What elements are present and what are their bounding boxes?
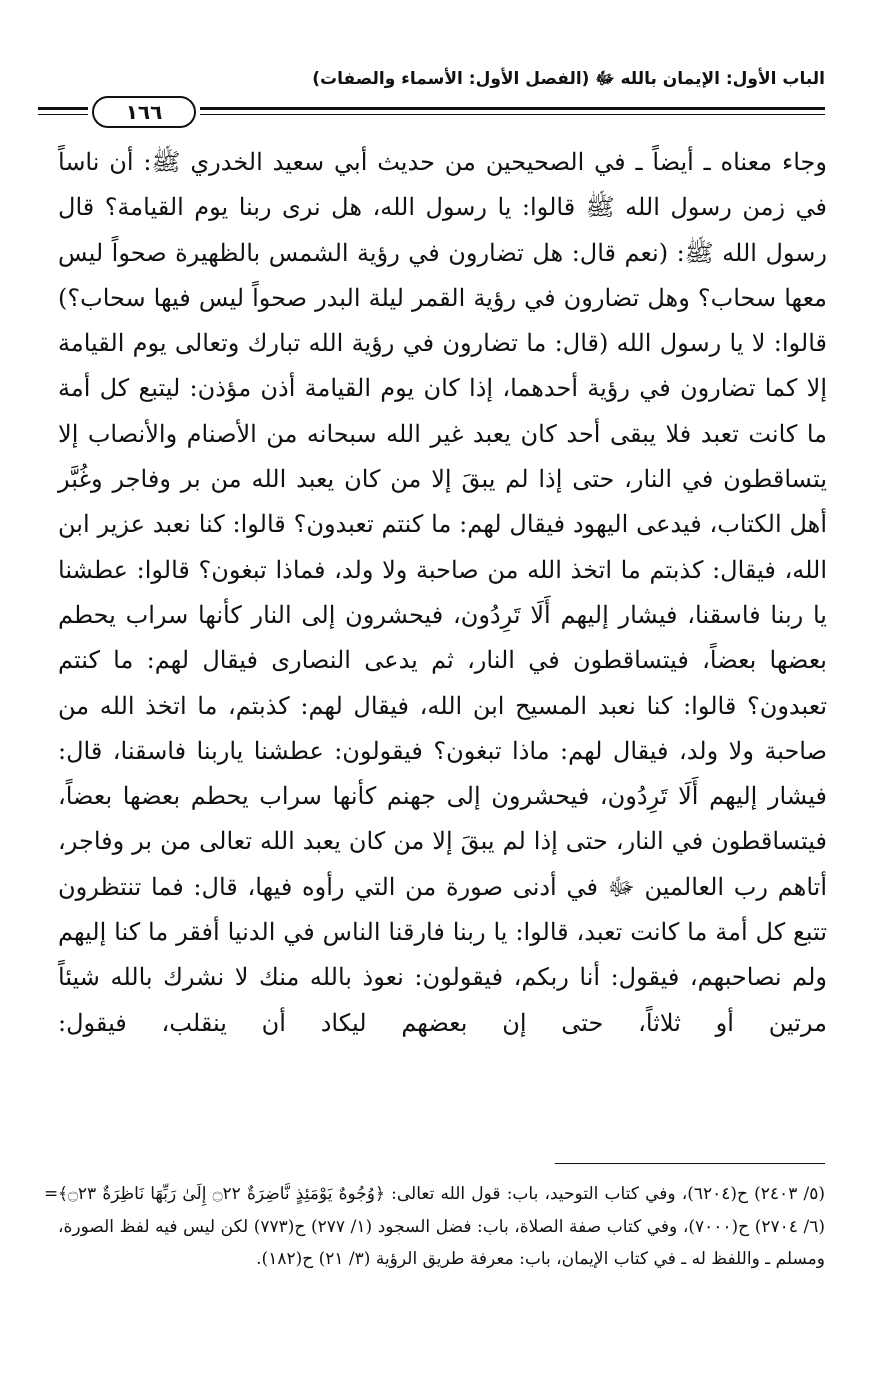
footnote-divider xyxy=(555,1163,825,1164)
header-rule-left-thin xyxy=(38,114,88,115)
header-rule-left-thick xyxy=(38,107,88,110)
footnote-continuation-mark: = xyxy=(44,1184,59,1204)
running-header: الباب الأول: الإيمان بالله ﷻ (الفصل الأول: الأسماء والصفات) xyxy=(312,69,825,89)
main-text xyxy=(58,140,827,1046)
footnotes xyxy=(44,1178,825,1276)
footnote-text: (٥/ ٢٤٠٣) ح(٦٢٠٤)، وفي كتاب التوحيد، باب: قول الله تعالى: ﴿وُجُوهٌ يَوْمَئِذٍ نَّاضِرَةٌ ۝٢٢ إِلَىٰ رَبِّهَا نَاظِرَةٌ ۝٢٣﴾ (٦/ ٢٧٠٤) ح(٧٠٠٠)، وفي كتاب صفة الصلاة، باب: فضل السجود (١/ ٢٧٧) ح(٧٧٣) لكن ليس فيه لفظ الصورة، ومسلم ـ واللفظ له ـ في كتاب الإيمان، باب: معرفة طريق الرؤية (٣/ ٢١) ح(١٨٢). xyxy=(58,1184,825,1269)
main-paragraph: وجاء معناه ـ أيضاً ـ في الصحيحين من حديث أبي سعيد الخدري ﷺ: أن ناساً في زمن رسول الله ﷺ قالوا: يا رسول الله، هل نرى ربنا يوم القيامة؟ قال رسول الله ﷺ: (نعم قال: هل تضارون في رؤية الشمس بالظهيرة صحواً ليس معها سحاب؟ وهل تضارون في رؤية القمر ليلة البدر صحواً ليس فيها سحاب؟) قالوا: لا يا رسول الله (قال: ما تضارون في رؤية الله تبارك وتعالى يوم القيامة إلا كما تضارون في رؤية أحدهما، إذا كان يوم القيامة أذن مؤذن: ليتبع كل أمة ما كانت تعبد فلا يبقى أحد كان يعبد غير الله سبحانه من الأصنام والأنصاب إلا يتساقطون في النار، حتى إذا لم يبقَ إلا من كان يعبد الله من بر وفاجر وغُبَّر أهل الكتاب، فيدعى اليهود فيقال لهم: ما كنتم تعبدون؟ قالوا: كنا نعبد عزير ابن الله، فيقال: كذبتم ما اتخذ الله من صاحبة ولا ولد، فماذا تبغون؟ قالوا: عطشنا يا ربنا فاسقنا، فيشار إليهم أَلَا تَرِدُون، فيحشرون إلى النار كأنها سراب يحطم بعضها بعضاً، فيتساقطون في النار، ثم يدعى النصارى فيقال لهم: ما كنتم تعبدون؟ قالوا: كنا نعبد المسيح ابن الله، فيقال لهم: كذبتم، ما اتخذ الله من صاحبة ولا ولد، فيقال لهم: ماذا تبغون؟ فيقولون: عطشنا ياربنا فاسقنا، قال: فيشار إليهم أَلَا تَرِدُون، فيحشرون إلى جهنم كأنها سراب يحطم بعضها بعضاً، فيتساقطون في النار، حتى إذا لم يبقَ إلا من كان يعبد الله تعالى من بر وفاجر، أتاهم رب العالمين ﷻ في أدنى صورة من التي رأوه فيها، قال: فما تنتظرون تتبع كل أمة ما كانت تعبد، قالوا: يا ربنا فارقنا الناس في الدنيا أفقر ما كنا إليهم ولم نصاحبهم، فيقول: أنا ربكم، فيقولون: نعوذ بالله منك لا نشرك بالله شيئاً مرتين أو ثلاثاً، حتى إن بعضهم ليكاد أن ينقلب، فيقول: xyxy=(58,148,828,1037)
header-rule-thin xyxy=(200,114,825,115)
header-rule-thick xyxy=(200,107,825,110)
page-number: ١٦٦ xyxy=(92,96,196,128)
